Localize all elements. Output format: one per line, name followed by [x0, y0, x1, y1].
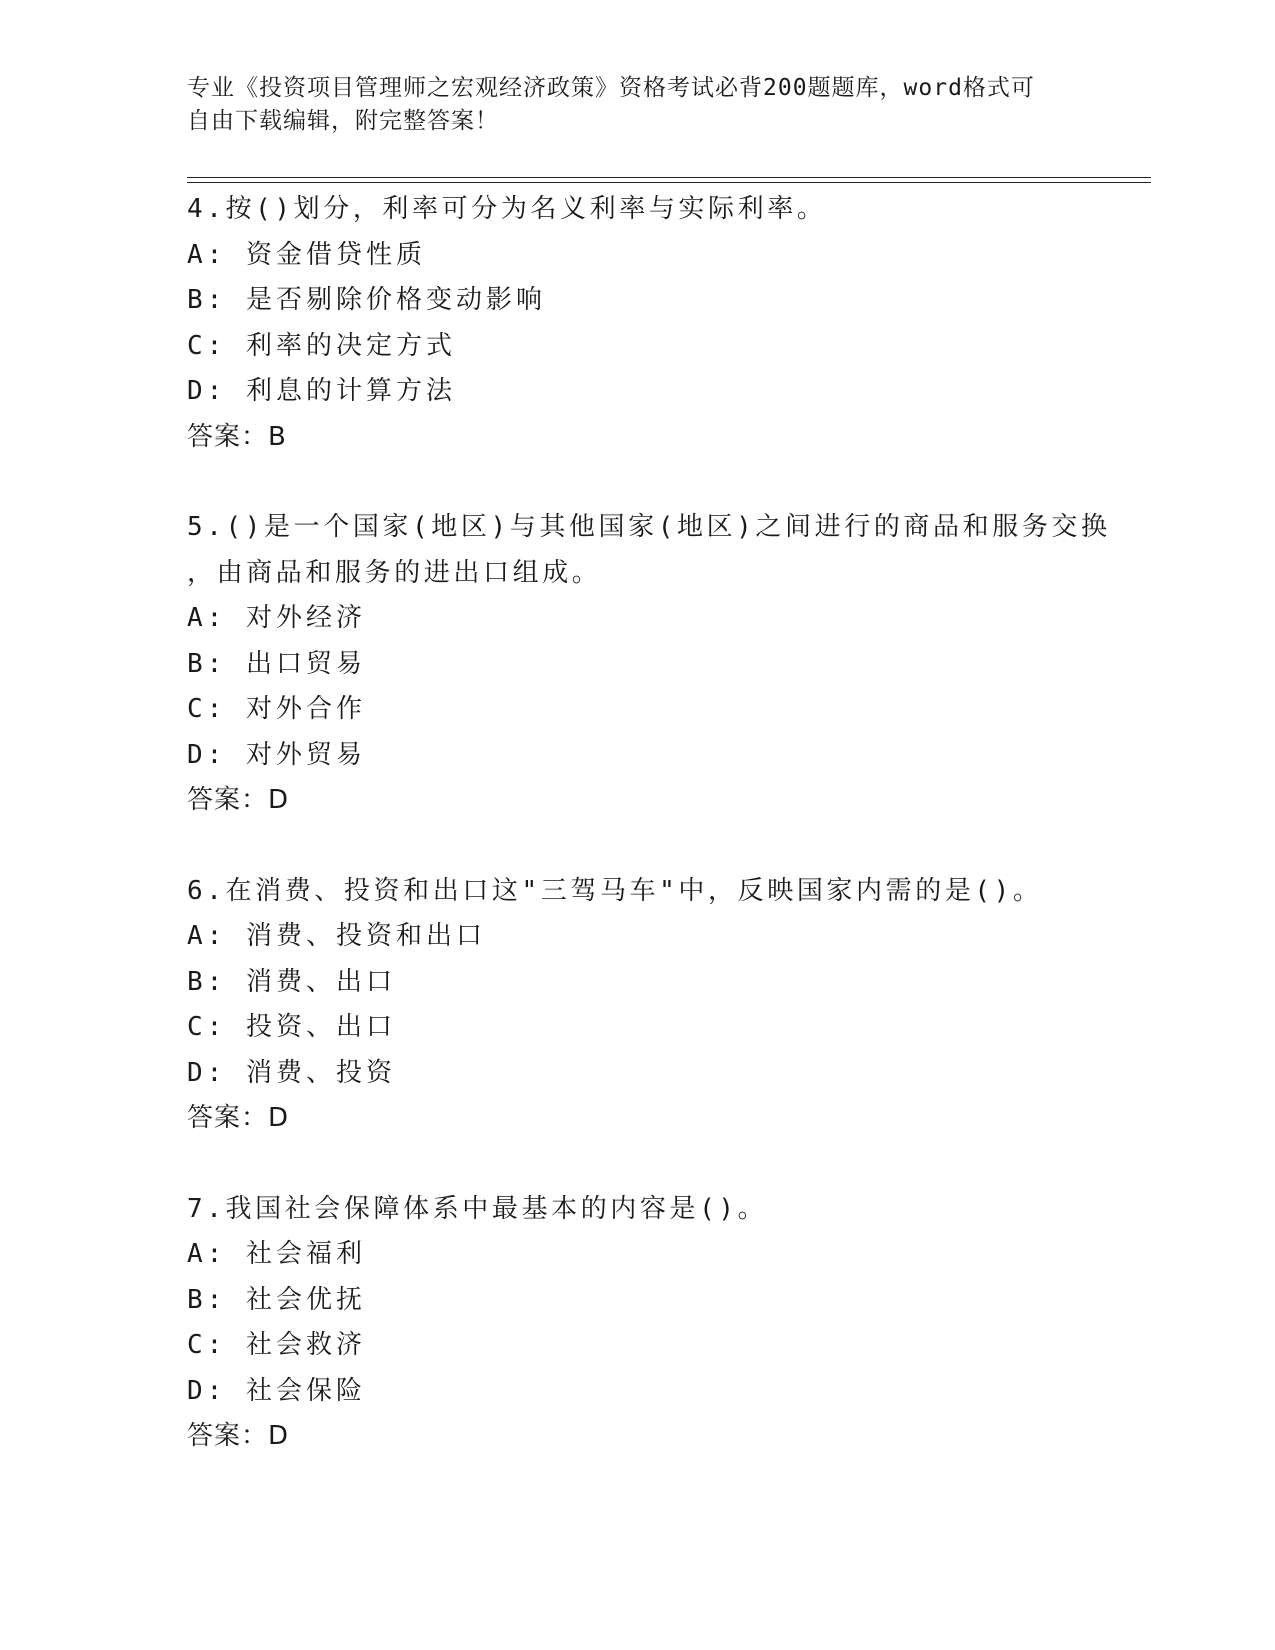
option-b: B: 消费、出口 — [187, 966, 396, 997]
question-5 — [187, 505, 1147, 824]
option-c: C: 投资、出口 — [187, 1012, 396, 1042]
question-stem: 6.在消费、投资和出口这"三驾马车"中，反映国家内需的是()。 — [187, 875, 1043, 906]
answer-label: 答案：D — [187, 1103, 290, 1133]
question-stem: 4.按()划分，利率可分为名义利率与实际利率。 — [187, 194, 827, 224]
option-b: B: 社会优抚 — [187, 1284, 366, 1315]
option-b: B: 是否剔除价格变动影响 — [187, 285, 546, 315]
answer-label: 答案：D — [187, 1421, 290, 1451]
header-title-line-2: 自由下载编辑，附完整答案！ — [187, 108, 499, 134]
option-d: D: 社会保险 — [187, 1375, 366, 1406]
option-a: A: 资金借贷性质 — [187, 239, 426, 270]
option-c: C: 对外合作 — [187, 694, 366, 724]
option-c: C: 利率的决定方式 — [187, 330, 456, 361]
option-a: A: 社会福利 — [187, 1239, 366, 1269]
option-d: D: 利息的计算方法 — [187, 376, 456, 406]
option-a: A: 消费、投资和出口 — [187, 921, 486, 951]
question-stem: 5.()是一个国家(地区)与其他国家(地区)之间进行的商品和服务交换 — [187, 512, 1111, 542]
header-divider-top — [187, 177, 1151, 178]
question-list — [187, 187, 1147, 1505]
option-d: D: 对外贸易 — [187, 739, 366, 770]
option-c: C: 社会救济 — [187, 1330, 366, 1360]
header-title-line-1: 专业《投资项目管理师之宏观经济政策》资格考试必背200题题库，word格式可 — [187, 75, 1035, 101]
header-divider-bottom — [187, 182, 1151, 183]
option-b: B: 出口贸易 — [187, 648, 366, 679]
question-6 — [187, 869, 1147, 1142]
question-stem: 7.我国社会保障体系中最基本的内容是()。 — [187, 1193, 768, 1224]
document-header — [187, 72, 1087, 138]
question-7 — [187, 1187, 1147, 1460]
question-4 — [187, 187, 1147, 460]
option-d: D: 消费、投资 — [187, 1057, 396, 1088]
answer-label: 答案：B — [187, 421, 287, 452]
answer-label: 答案：D — [187, 785, 290, 815]
option-a: A: 对外经济 — [187, 603, 366, 633]
question-stem-continued: ，由商品和服务的进出口组成。 — [187, 557, 602, 588]
